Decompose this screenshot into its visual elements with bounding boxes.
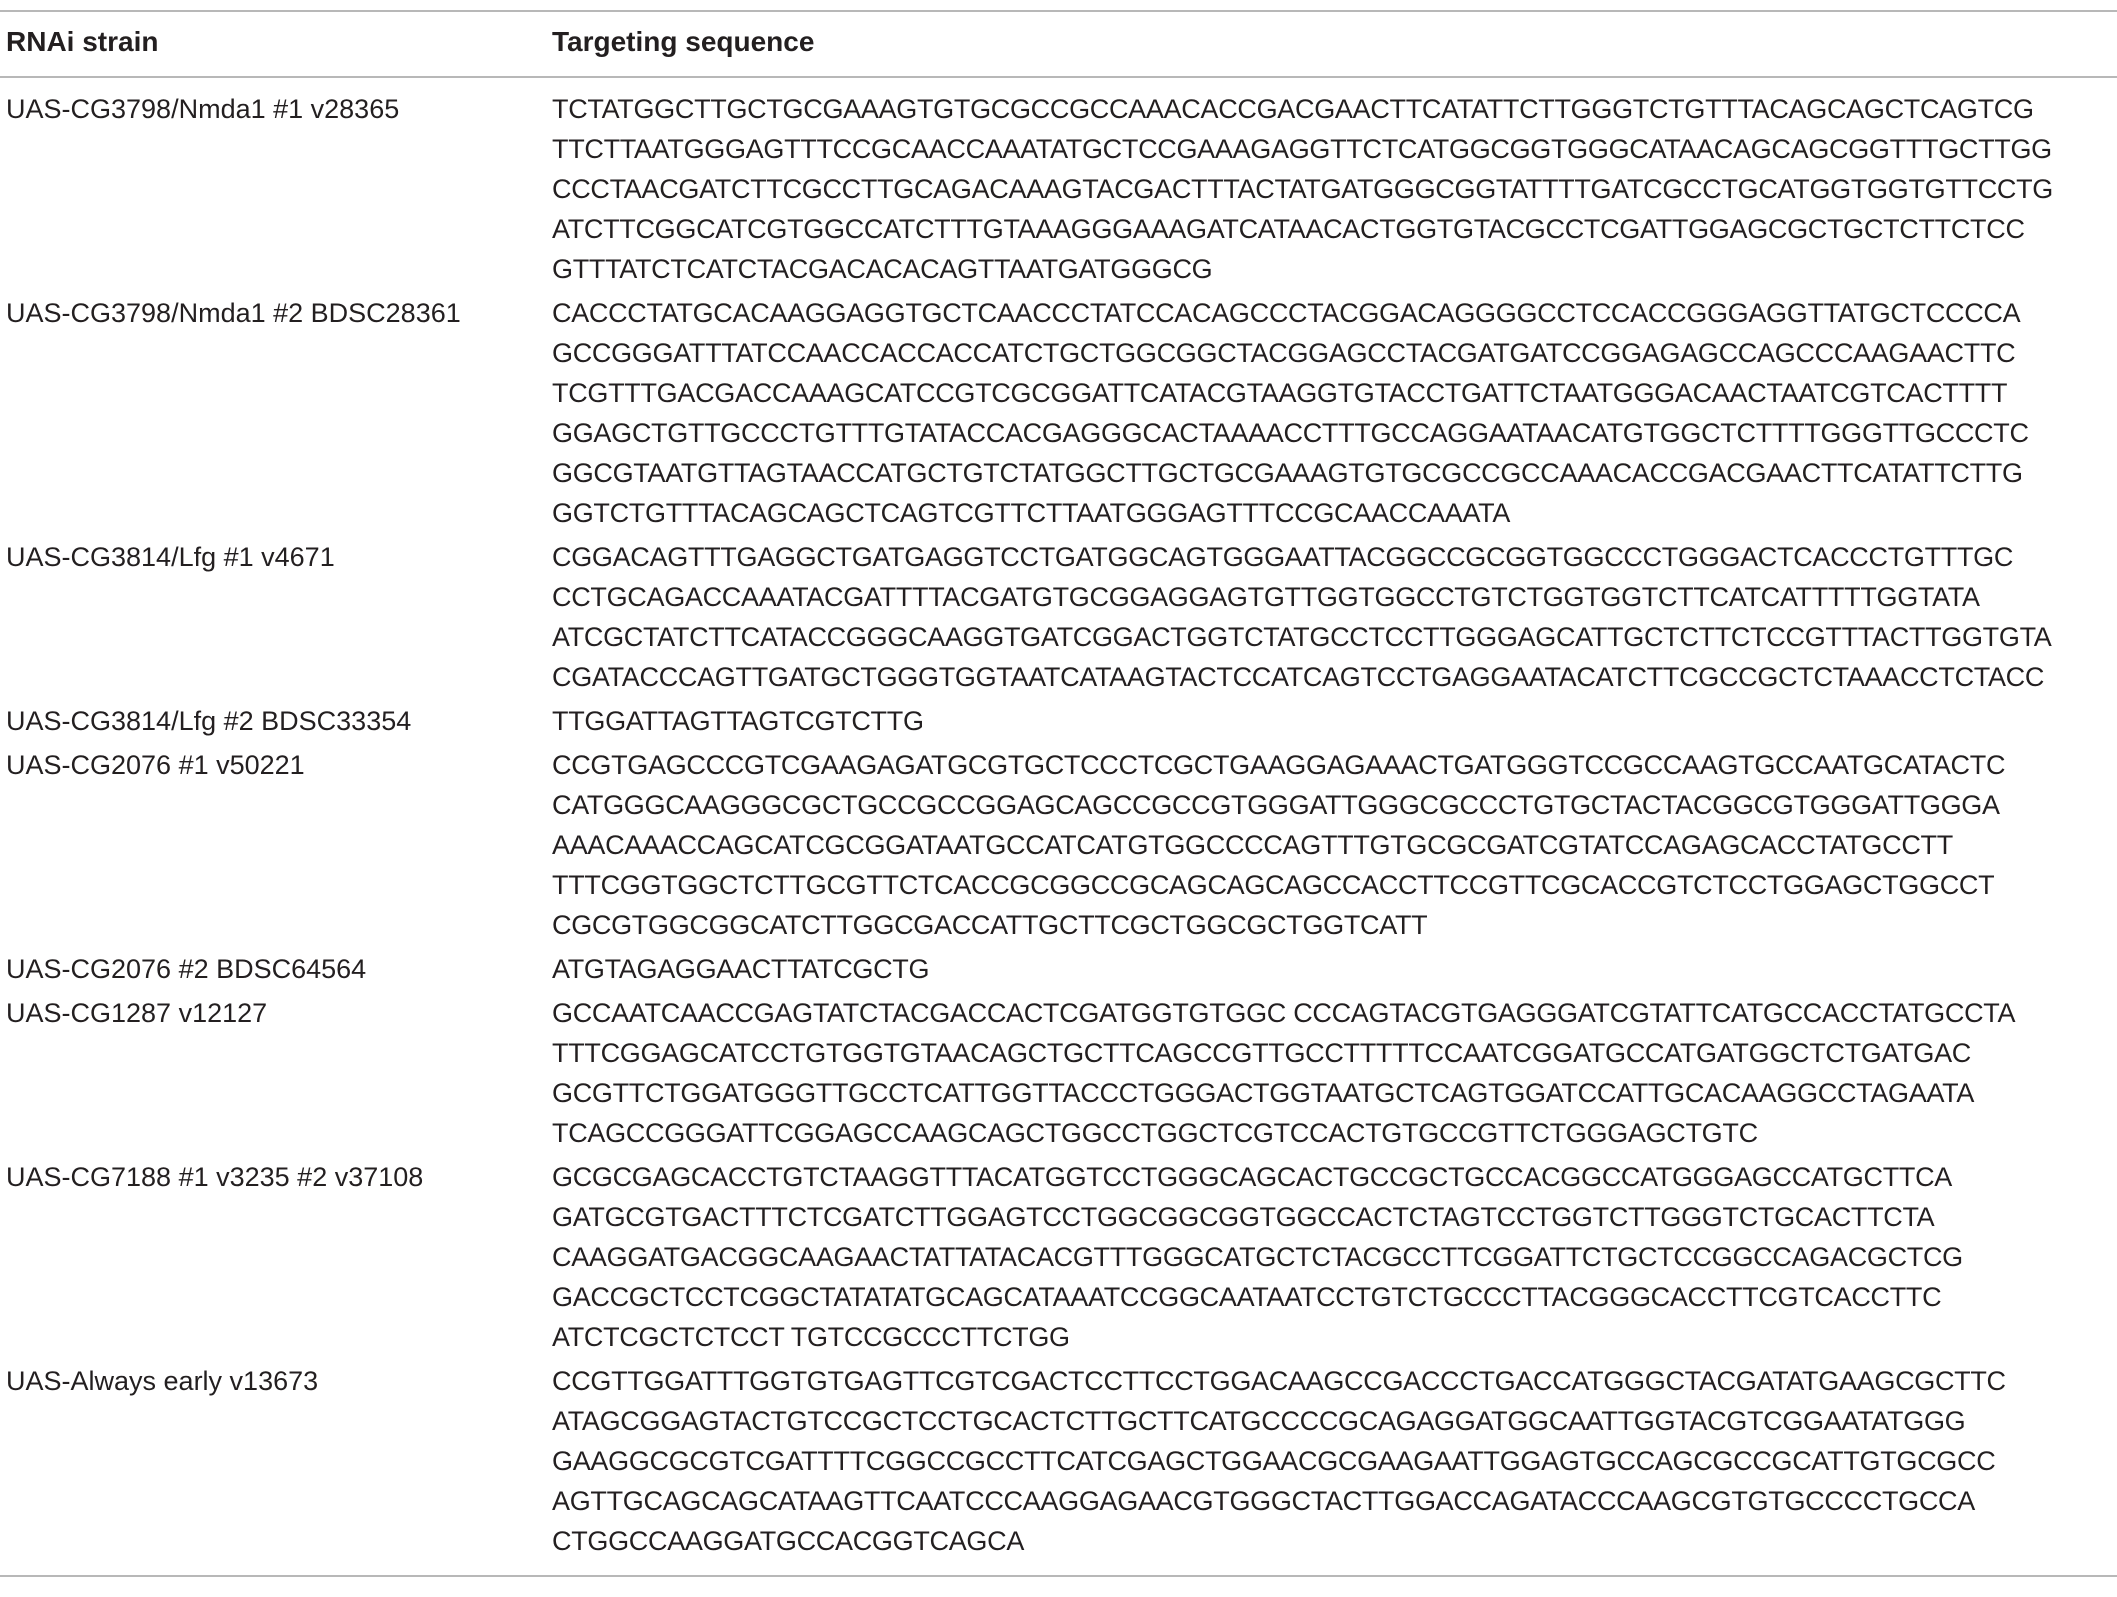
rnai-strain-cell: UAS-CG7188 #1 v3235 #2 v37108	[6, 1162, 424, 1192]
targeting-sequence-cell	[552, 293, 2117, 537]
sequence-line: ATGTAGAGGAACTTATCGCTG	[552, 954, 930, 984]
sequence-line: CGGACAGTTTGAGGCTGATGAGGTCCTGATGGCAGTGGGAATTACGGCCGCGGTGGCCCTGGGACTCACCCTGTTTGC	[552, 542, 2014, 572]
targeting-sequence-cell	[552, 77, 2117, 293]
sequence-line: GCCAATCAACCGAGTATCTACGACCACTCGATGGTGTGGC CCCAGTACGTGAGGGATCGTATTCATGCCACCTATGCCTA	[552, 998, 2016, 1028]
sequence-line: CACCCTATGCACAAGGAGGTGCTCAACCCTATCCACAGCCCTACGGACAGGGGCCTCCACCGGGAGGTTATGCTCCCCA	[552, 298, 2021, 328]
sequence-line: CCGTGAGCCCGTCGAAGAGATGCGTGCTCCCTCGCTGAAGGAGAAACTGATGGGTCCGCCAAGTGCCAATGCATACTC	[552, 750, 2006, 780]
targeting-sequence-cell	[552, 1361, 2117, 1576]
sequence-line: GCGCGAGCACCTGTCTAAGGTTTACATGGTCCTGGGCAGCACTGCCGCTGCCACGGCCATGGGAGCCATGCTTCA	[552, 1162, 1952, 1192]
rnai-targeting-table	[0, 10, 2117, 1577]
rnai-strain-cell: UAS-CG3798/Nmda1 #1 v28365	[6, 94, 400, 124]
sequence-line: CATGGGCAAGGGCGCTGCCGCCGGAGCAGCCGCCGTGGGATTGGGCGCCCTGTGCTACTACGGCGTGGGATTGGGA	[552, 790, 2000, 820]
table-row	[0, 745, 2117, 949]
targeting-sequence-cell	[552, 949, 2117, 993]
sequence-line: TTGGATTAGTTAGTCGTCTTG	[552, 706, 924, 736]
sequence-line: TTTCGGTGGCTCTTGCGTTCTCACCGCGGCCGCAGCAGCAGCCACCTTCCGTTCGCACCGTCTCCTGGAGCTGGCCT	[552, 870, 1995, 900]
rnai-strain-cell: UAS-CG3814/Lfg #1 v4671	[6, 542, 335, 572]
sequence-line: GGTCTGTTTACAGCAGCTCAGTCGTTCTTAATGGGAGTTTCCGCAACCAAATA	[552, 498, 1511, 528]
targeting-sequence-cell	[552, 537, 2117, 701]
sequence-line: TTCTTAATGGGAGTTTCCGCAACCAAATATGCTCCGAAAGAGGTTCTCATGGCGGTGGGCATAACAGCAGCGGTTTGCTTGG	[552, 134, 2052, 164]
table-body	[0, 77, 2117, 1576]
sequence-line: ATCTCGCTCTCCT TGTCCGCCCTTCTGG	[552, 1322, 1070, 1352]
sequence-line: AGTTGCAGCAGCATAAGTTCAATCCCAAGGAGAACGTGGGCTACTTGGACCAGATACCCAAGCGTGTGCCCCTGCCA	[552, 1486, 1975, 1516]
rnai-strain-cell: UAS-CG3814/Lfg #2 BDSC33354	[6, 706, 412, 736]
sequence-line: GAAGGCGCGTCGATTTTCGGCCGCCTTCATCGAGCTGGAACGCGAAGAATTGGAGTGCCAGCGCCGCATTGTGCGCC	[552, 1446, 1996, 1476]
sequence-line: TCGTTTGACGACCAAAGCATCCGTCGCGGATTCATACGTAAGGTGTACCTGATTCTAATGGGACAACTAATCGTCACTTTT	[552, 378, 2008, 408]
sequence-line: GCCGGGATTTATCCAACCACCACCATCTGCTGGCGGCTACGGAGCCTACGATGATCCGGAGAGCCAGCCCAAGAACTTC	[552, 338, 2016, 368]
sequence-line: GGCGTAATGTTAGTAACCATGCTGTCTATGGCTTGCTGCGAAAGTGTGCGCCGCCAAACACCGACGAACTTCATATTCTTG	[552, 458, 2023, 488]
header-targeting-sequence: Targeting sequence	[552, 26, 815, 57]
targeting-sequence-cell	[552, 701, 2117, 745]
header-row	[0, 11, 2117, 77]
sequence-line: CTGGCCAAGGATGCCACGGTCAGCA	[552, 1526, 1025, 1556]
sequence-line: GACCGCTCCTCGGCTATATATGCAGCATAAATCCGGCAATAATCCTGTCTGCCCTTACGGGCACCTTCGTCACCTTC	[552, 1282, 1942, 1312]
sequence-line: GCGTTCTGGATGGGTTGCCTCATTGGTTACCCTGGGACTGGTAATGCTCAGTGGATCCATTGCACAAGGCCTAGAATA	[552, 1078, 1975, 1108]
table-header	[0, 11, 2117, 77]
sequence-line: TCAGCCGGGATTCGGAGCCAAGCAGCTGGCCTGGCTCGTCCACTGTGCCGTTCTGGGAGCTGTC	[552, 1118, 1758, 1148]
rnai-strain-cell: UAS-Always early v13673	[6, 1366, 319, 1396]
sequence-line: CCTGCAGACCAAATACGATTTTACGATGTGCGGAGGAGTGTTGGTGGCCTGTCTGGTGGTCTTCATCATTTTTGGTATA	[552, 582, 1980, 612]
sequence-line: CGATACCCAGTTGATGCTGGGTGGTAATCATAAGTACTCCATCAGTCCTGAGGAATACATCTTCGCCGCTCTAAACCTCTACC	[552, 662, 2045, 692]
sequence-line: GTTTATCTCATCTACGACACACAGTTAATGATGGGCG	[552, 254, 1213, 284]
table-row	[0, 293, 2117, 537]
table-row	[0, 949, 2117, 993]
header-rnai-strain: RNAi strain	[6, 26, 159, 57]
sequence-line: ATCTTCGGCATCGTGGCCATCTTTGTAAAGGGAAAGATCATAACACTGGTGTACGCCTCGATTGGAGCGCTGCTCTTCTCC	[552, 214, 2025, 244]
table-row	[0, 1361, 2117, 1576]
sequence-line: ATCGCTATCTTCATACCGGGCAAGGTGATCGGACTGGTCTATGCCTCCTTGGGAGCATTGCTCTTCTCCGTTTACTTGGTGTA	[552, 622, 2052, 652]
targeting-sequence-cell	[552, 745, 2117, 949]
sequence-line: CGCGTGGCGGCATCTTGGCGACCATTGCTTCGCTGGCGCTGGTCATT	[552, 910, 1428, 940]
targeting-sequence-cell	[552, 1157, 2117, 1361]
sequence-line: GATGCGTGACTTTCTCGATCTTGGAGTCCTGGCGGCGGTGGCCACTCTAGTCCTGGTCTTGGGTCTGCACTTCTA	[552, 1202, 1935, 1232]
table-row	[0, 537, 2117, 701]
table-row	[0, 1157, 2117, 1361]
sequence-line: CCGTTGGATTTGGTGTGAGTTCGTCGACTCCTTCCTGGACAAGCCGACCCTGACCATGGGCTACGATATGAAGCGCTTC	[552, 1366, 2006, 1396]
sequence-line: CAAGGATGACGGCAAGAACTATTATACACGTTTGGGCATGCTCTACGCCTTCGGATTCTGCTCCGGCCAGACGCTCG	[552, 1242, 1963, 1272]
rnai-strain-cell: UAS-CG2076 #2 BDSC64564	[6, 954, 367, 984]
sequence-line: TCTATGGCTTGCTGCGAAAGTGTGCGCCGCCAAACACCGACGAACTTCATATTCTTGGGTCTGTTTACAGCAGCTCAGTCG	[552, 94, 2034, 124]
table-row	[0, 701, 2117, 745]
sequence-line: ATAGCGGAGTACTGTCCGCTCCTGCACTCTTGCTTCATGCCCCGCAGAGGATGGCAATTGGTACGTCGGAATATGGG	[552, 1406, 1966, 1436]
table-row	[0, 77, 2117, 293]
targeting-sequence-cell	[552, 993, 2117, 1157]
rnai-strain-cell: UAS-CG2076 #1 v50221	[6, 750, 305, 780]
rnai-strain-cell: UAS-CG1287 v12127	[6, 998, 268, 1028]
table-row	[0, 993, 2117, 1157]
sequence-line: GGAGCTGTTGCCCTGTTTGTATACCACGAGGGCACTAAAACCTTTGCCAGGAATAACATGTGGCTCTTTTGGGTTGCCCTC	[552, 418, 2029, 448]
sequence-line: TTTCGGAGCATCCTGTGGTGTAACAGCTGCTTCAGCCGTTGCCTTTTTCCAATCGGATGCCATGATGGCTCTGATGAC	[552, 1038, 1972, 1068]
sequence-line: AAACAAACCAGCATCGCGGATAATGCCATCATGTGGCCCCAGTTTGTGCGCGATCGTATCCAGAGCACCTATGCCTT	[552, 830, 1953, 860]
rnai-strain-cell: UAS-CG3798/Nmda1 #2 BDSC28361	[6, 298, 461, 328]
sequence-line: CCCTAACGATCTTCGCCTTGCAGACAAAGTACGACTTTACTATGATGGGCGGTATTTTGATCGCCTGCATGGTGGTGTTCCTG	[552, 174, 2054, 204]
